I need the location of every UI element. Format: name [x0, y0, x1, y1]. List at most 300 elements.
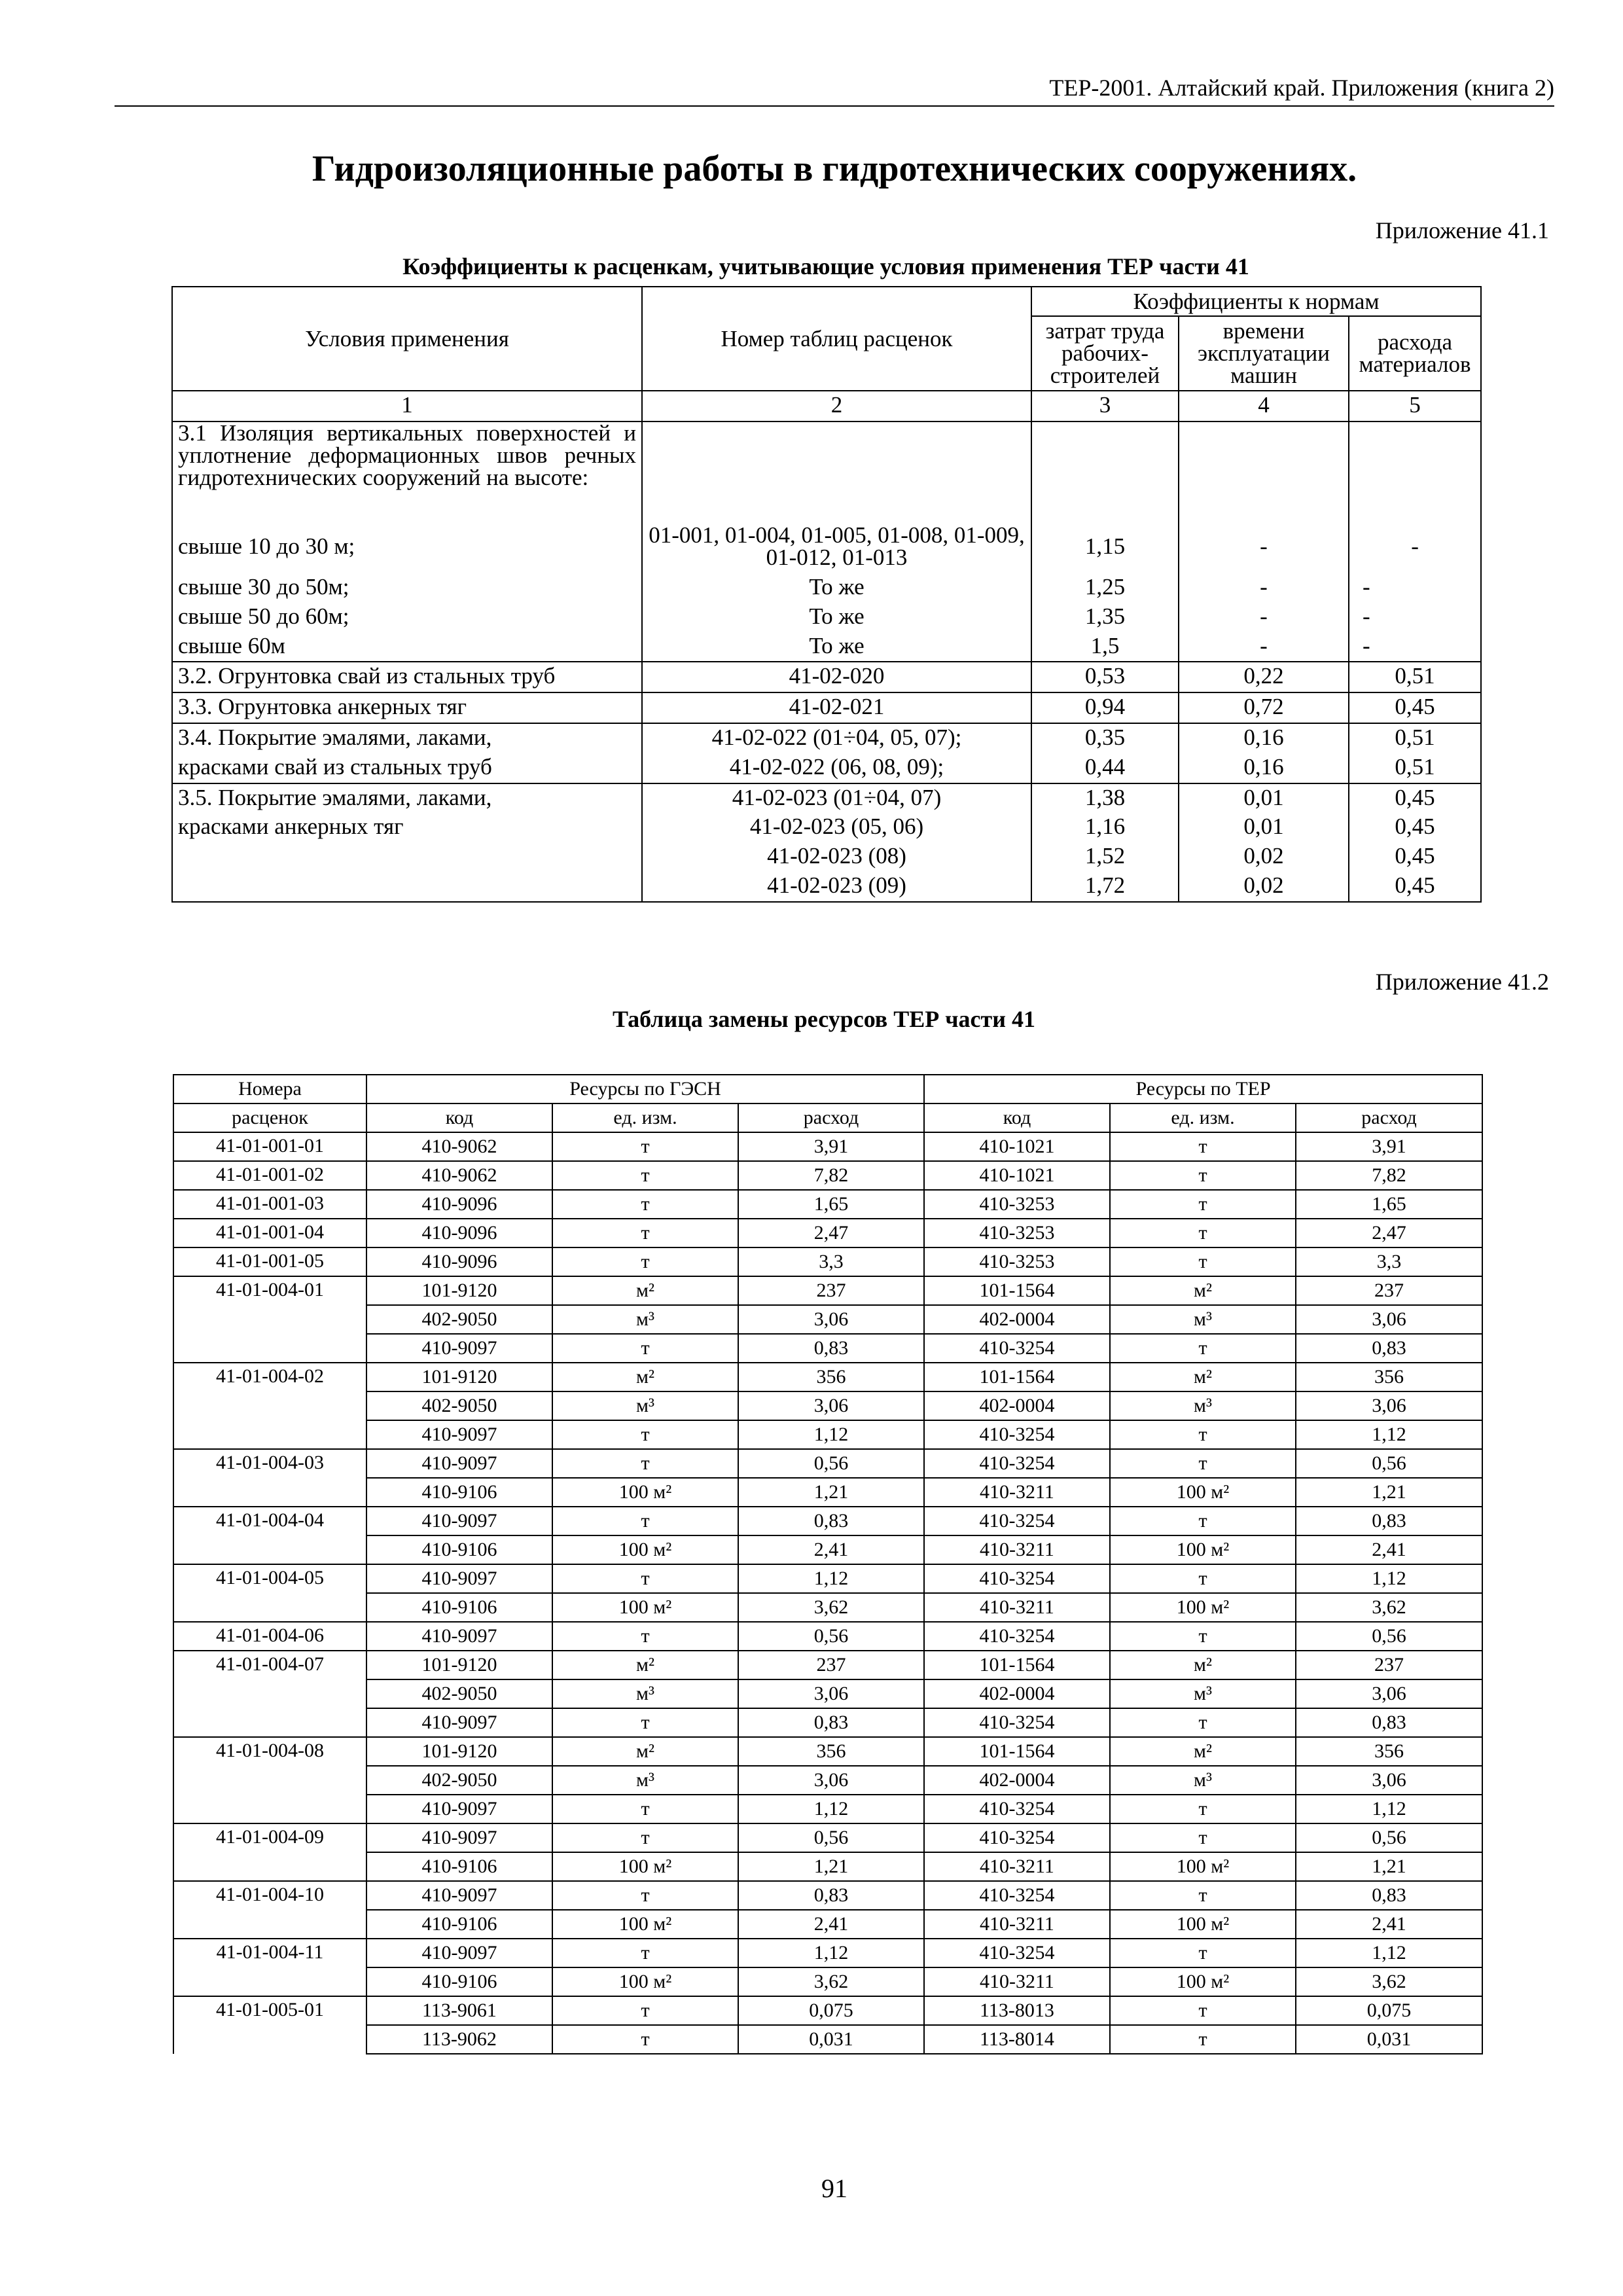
ter-code-cell: 410-3254	[924, 1823, 1110, 1852]
gesn-unit-cell: м³	[552, 1391, 738, 1420]
gesn-code-cell: 410-9097	[366, 1939, 552, 1967]
ter-unit-cell: м²	[1110, 1737, 1296, 1766]
materials-cell: 0,51	[1349, 723, 1481, 753]
ter-code-cell: 410-3211	[924, 1852, 1110, 1881]
header-gesn-unit: ед. изм.	[552, 1103, 738, 1132]
ter-amount-cell: 1,21	[1296, 1852, 1482, 1881]
gesn-amount-cell: 3,06	[738, 1305, 924, 1334]
ter-amount-cell: 1,21	[1296, 1478, 1482, 1507]
header-ter-amount: расход	[1296, 1103, 1482, 1132]
machines-cell: -	[1179, 573, 1349, 603]
condition-cell: свыше 50 до 60м;	[172, 603, 642, 632]
machines-cell: -	[1179, 520, 1349, 573]
ter-amount-cell: 1,12	[1296, 1564, 1482, 1593]
ter-code-cell: 410-3254	[924, 1939, 1110, 1967]
materials-cell: -	[1349, 520, 1481, 573]
ter-code-cell: 402-0004	[924, 1391, 1110, 1420]
rate-number-cell: 41-01-001-02	[173, 1161, 366, 1190]
labor-cell: 1,72	[1031, 872, 1179, 902]
running-header: ТЕР-2001. Алтайский край. Приложения (книга 2)	[1049, 75, 1554, 101]
gesn-unit-cell: м³	[552, 1766, 738, 1795]
col-number: 4	[1179, 391, 1349, 422]
gesn-amount-cell: 0,83	[738, 1708, 924, 1737]
coef-table-caption: Коэффициенты к расценкам, учитывающие условия применения ТЕР части 41	[402, 253, 1249, 279]
gesn-unit-cell: т	[552, 1449, 738, 1478]
ter-amount-cell: 3,06	[1296, 1391, 1482, 1420]
gesn-code-cell: 410-9097	[366, 1564, 552, 1593]
table-row	[173, 1708, 1482, 1737]
ter-code-cell: 410-3254	[924, 1708, 1110, 1737]
machines-cell: 0,01	[1179, 813, 1349, 842]
gesn-unit-cell: т	[552, 1996, 738, 2025]
ter-code-cell: 410-3254	[924, 1622, 1110, 1651]
tables-cell: 01-001, 01-004, 01-005, 01-008, 01-009, 01-012, 01-013	[642, 520, 1031, 573]
header-rates-top: Номера	[173, 1075, 366, 1103]
gesn-code-cell: 410-9097	[366, 1881, 552, 1910]
ter-amount-cell: 0,83	[1296, 1881, 1482, 1910]
gesn-code-cell: 101-9120	[366, 1276, 552, 1305]
col-number: 2	[642, 391, 1031, 422]
ter-unit-cell: т	[1110, 1564, 1296, 1593]
machines-cell: 0,01	[1179, 783, 1349, 813]
labor-cell: 0,35	[1031, 723, 1179, 753]
gesn-unit-cell: м³	[552, 1679, 738, 1708]
rate-number-cell: 41-01-004-02	[173, 1363, 366, 1449]
table-row	[173, 1939, 1482, 1967]
gesn-code-cell: 402-9050	[366, 1679, 552, 1708]
gesn-unit-cell: м²	[552, 1737, 738, 1766]
machines-cell: 0,16	[1179, 723, 1349, 753]
gesn-code-cell: 101-9120	[366, 1737, 552, 1766]
machines-cell: 0,16	[1179, 753, 1349, 783]
header-labor: затрат труда рабочих-строителей	[1031, 316, 1179, 391]
gesn-amount-cell: 3,06	[738, 1679, 924, 1708]
gesn-amount-cell: 0,56	[738, 1622, 924, 1651]
gesn-code-cell: 410-9106	[366, 1478, 552, 1507]
machines-cell: 0,02	[1179, 842, 1349, 872]
gesn-amount-cell: 3,06	[738, 1391, 924, 1420]
gesn-code-cell: 410-9097	[366, 1823, 552, 1852]
gesn-amount-cell: 1,12	[738, 1420, 924, 1449]
table-row	[173, 1478, 1482, 1507]
gesn-code-cell: 410-9106	[366, 1967, 552, 1996]
ter-amount-cell: 7,82	[1296, 1161, 1482, 1190]
condition-cell: свыше 60м	[172, 632, 642, 662]
table-row	[173, 1651, 1482, 1679]
condition-cell: 3.5. Покрытие эмалями, лаками,	[172, 783, 642, 813]
rate-number-cell: 41-01-004-04	[173, 1507, 366, 1564]
table-row	[173, 1679, 1482, 1708]
table-row	[173, 1276, 1482, 1305]
rate-number-cell: 41-01-001-03	[173, 1190, 366, 1219]
table-row	[173, 1449, 1482, 1478]
labor-cell: 1,15	[1031, 520, 1179, 573]
tables-cell: 41-02-023 (09)	[642, 872, 1031, 902]
ter-unit-cell: т	[1110, 1247, 1296, 1276]
gesn-unit-cell: 100 м²	[552, 1967, 738, 1996]
ter-code-cell: 101-1564	[924, 1276, 1110, 1305]
header-gesn-amount: расход	[738, 1103, 924, 1132]
tables-cell: То же	[642, 573, 1031, 603]
ter-amount-cell: 0,56	[1296, 1449, 1482, 1478]
gesn-code-cell: 402-9050	[366, 1391, 552, 1420]
ter-code-cell: 113-8013	[924, 1996, 1110, 2025]
ter-code-cell: 410-3211	[924, 1535, 1110, 1564]
ter-unit-cell: т	[1110, 1334, 1296, 1363]
labor-cell: 1,5	[1031, 632, 1179, 662]
appendix-41-2-label: Приложение 41.2	[1375, 969, 1549, 995]
rate-number-cell: 41-01-004-08	[173, 1737, 366, 1823]
gesn-amount-cell: 0,56	[738, 1449, 924, 1478]
ter-unit-cell: м²	[1110, 1651, 1296, 1679]
gesn-code-cell: 101-9120	[366, 1651, 552, 1679]
gesn-amount-cell: 3,3	[738, 1247, 924, 1276]
table-row	[173, 1420, 1482, 1449]
table-row	[173, 1593, 1482, 1622]
ter-unit-cell: 100 м²	[1110, 1967, 1296, 1996]
rate-number-cell: 41-01-004-05	[173, 1564, 366, 1622]
gesn-amount-cell: 2,41	[738, 1535, 924, 1564]
condition-cell: свыше 10 до 30 м;	[172, 520, 642, 573]
table-row	[173, 1881, 1482, 1910]
ter-unit-cell: т	[1110, 1219, 1296, 1247]
col-number: 5	[1349, 391, 1481, 422]
ter-unit-cell: т	[1110, 2025, 1296, 2054]
ter-unit-cell: т	[1110, 1190, 1296, 1219]
ter-code-cell: 402-0004	[924, 1766, 1110, 1795]
table-row	[173, 1622, 1482, 1651]
ter-amount-cell: 1,12	[1296, 1795, 1482, 1823]
ter-unit-cell: 100 м²	[1110, 1910, 1296, 1939]
ter-amount-cell: 2,41	[1296, 1535, 1482, 1564]
ter-code-cell: 410-3254	[924, 1507, 1110, 1535]
gesn-amount-cell: 1,65	[738, 1190, 924, 1219]
gesn-amount-cell: 356	[738, 1363, 924, 1391]
coefficients-table	[171, 286, 1482, 903]
gesn-code-cell: 410-9097	[366, 1449, 552, 1478]
materials-cell: 0,51	[1349, 753, 1481, 783]
gesn-code-cell: 410-9097	[366, 1507, 552, 1535]
machines-cell: -	[1179, 603, 1349, 632]
gesn-amount-cell: 0,83	[738, 1881, 924, 1910]
ter-amount-cell: 3,91	[1296, 1132, 1482, 1161]
gesn-unit-cell: т	[552, 1132, 738, 1161]
gesn-code-cell: 402-9050	[366, 1766, 552, 1795]
table-row	[173, 1247, 1482, 1276]
ter-amount-cell: 3,06	[1296, 1305, 1482, 1334]
tables-cell: То же	[642, 603, 1031, 632]
gesn-unit-cell: м³	[552, 1305, 738, 1334]
labor-cell: 1,16	[1031, 813, 1179, 842]
gesn-amount-cell: 356	[738, 1737, 924, 1766]
ter-amount-cell: 0,83	[1296, 1708, 1482, 1737]
materials-cell: 0,45	[1349, 783, 1481, 813]
gesn-code-cell: 410-9106	[366, 1593, 552, 1622]
gesn-unit-cell: 100 м²	[552, 1535, 738, 1564]
labor-cell: 0,44	[1031, 753, 1179, 783]
machines-cell: -	[1179, 632, 1349, 662]
condition-cell: красками свай из стальных труб	[172, 753, 642, 783]
rate-number-cell: 41-01-004-09	[173, 1823, 366, 1881]
header-machines: времени эксплуатации машин	[1179, 316, 1349, 391]
ter-code-cell: 410-3254	[924, 1420, 1110, 1449]
table-row	[173, 1161, 1482, 1190]
ter-unit-cell: м³	[1110, 1305, 1296, 1334]
labor-cell: 1,25	[1031, 573, 1179, 603]
gesn-amount-cell: 3,91	[738, 1132, 924, 1161]
gesn-code-cell: 410-9097	[366, 1420, 552, 1449]
gesn-amount-cell: 0,075	[738, 1996, 924, 2025]
header-conditions: Условия применения	[172, 287, 642, 391]
ter-unit-cell: т	[1110, 1939, 1296, 1967]
gesn-unit-cell: т	[552, 1161, 738, 1190]
gesn-unit-cell: м²	[552, 1276, 738, 1305]
ter-code-cell: 402-0004	[924, 1679, 1110, 1708]
machines-cell: 0,02	[1179, 872, 1349, 902]
col-number: 1	[172, 391, 642, 422]
gesn-unit-cell: 100 м²	[552, 1593, 738, 1622]
ter-amount-cell: 1,12	[1296, 1939, 1482, 1967]
ter-unit-cell: т	[1110, 1420, 1296, 1449]
gesn-unit-cell: т	[552, 1190, 738, 1219]
gesn-amount-cell: 1,12	[738, 1939, 924, 1967]
table-row	[173, 1305, 1482, 1334]
gesn-unit-cell: т	[552, 1219, 738, 1247]
gesn-unit-cell: т	[552, 1708, 738, 1737]
ter-unit-cell: т	[1110, 1161, 1296, 1190]
ter-unit-cell: 100 м²	[1110, 1852, 1296, 1881]
materials-cell: -	[1349, 573, 1481, 603]
ter-unit-cell: 100 м²	[1110, 1593, 1296, 1622]
ter-unit-cell: м²	[1110, 1363, 1296, 1391]
ter-amount-cell: 0,075	[1296, 1996, 1482, 2025]
section-3-1-intro: 3.1 Изоляция вертикальных поверхностей и уплотнение деформационных швов речных гидротехнических сооружений на высоте:	[172, 422, 642, 520]
gesn-code-cell: 410-9062	[366, 1161, 552, 1190]
gesn-amount-cell: 0,031	[738, 2025, 924, 2054]
ter-code-cell: 101-1564	[924, 1737, 1110, 1766]
materials-cell: 0,51	[1349, 662, 1481, 692]
gesn-unit-cell: т	[552, 1881, 738, 1910]
gesn-unit-cell: т	[552, 1622, 738, 1651]
ter-code-cell: 410-3211	[924, 1910, 1110, 1939]
ter-code-cell: 410-3254	[924, 1881, 1110, 1910]
ter-amount-cell: 356	[1296, 1363, 1482, 1391]
header-tables: Номер таблиц расценок	[642, 287, 1031, 391]
labor-cell: 1,35	[1031, 603, 1179, 632]
gesn-code-cell: 410-9097	[366, 1622, 552, 1651]
page-number: 91	[821, 2174, 847, 2203]
resource-table-body	[173, 1132, 1482, 2054]
table-row	[173, 1190, 1482, 1219]
gesn-unit-cell: м²	[552, 1363, 738, 1391]
materials-cell: 0,45	[1349, 872, 1481, 902]
labor-cell: 0,53	[1031, 662, 1179, 692]
gesn-unit-cell: 100 м²	[552, 1910, 738, 1939]
tables-cell: 41-02-022 (01÷04, 05, 07);	[642, 723, 1031, 753]
gesn-amount-cell: 2,47	[738, 1219, 924, 1247]
table-row	[173, 1996, 1482, 2025]
gesn-amount-cell: 1,12	[738, 1564, 924, 1593]
ter-code-cell: 410-3254	[924, 1564, 1110, 1593]
gesn-amount-cell: 0,83	[738, 1507, 924, 1535]
gesn-unit-cell: т	[552, 1247, 738, 1276]
gesn-code-cell: 410-9106	[366, 1852, 552, 1881]
table-row	[173, 1391, 1482, 1420]
condition-cell: 3.3. Огрунтовка анкерных тяг	[172, 692, 642, 723]
table-row	[173, 1766, 1482, 1795]
gesn-code-cell: 113-9062	[366, 2025, 552, 2054]
table-row	[173, 1535, 1482, 1564]
materials-cell: 0,45	[1349, 813, 1481, 842]
ter-unit-cell: т	[1110, 1823, 1296, 1852]
gesn-unit-cell: т	[552, 1823, 738, 1852]
ter-unit-cell: м²	[1110, 1276, 1296, 1305]
ter-amount-cell: 3,3	[1296, 1247, 1482, 1276]
gesn-code-cell: 410-9097	[366, 1334, 552, 1363]
condition-cell: 3.4. Покрытие эмалями, лаками,	[172, 723, 642, 753]
header-coef-group: Коэффициенты к нормам	[1031, 287, 1481, 316]
table-row	[173, 1910, 1482, 1939]
ter-amount-cell: 1,12	[1296, 1420, 1482, 1449]
ter-unit-cell: т	[1110, 1881, 1296, 1910]
rate-number-cell: 41-01-004-10	[173, 1881, 366, 1939]
ter-code-cell: 410-3253	[924, 1219, 1110, 1247]
gesn-amount-cell: 237	[738, 1651, 924, 1679]
table-row	[173, 1132, 1482, 1161]
table-row	[173, 1334, 1482, 1363]
machines-cell: 0,22	[1179, 662, 1349, 692]
gesn-unit-cell: м²	[552, 1651, 738, 1679]
header-rule	[115, 105, 1554, 107]
ter-unit-cell: 100 м²	[1110, 1478, 1296, 1507]
table-row	[173, 1967, 1482, 1996]
gesn-unit-cell: 100 м²	[552, 1478, 738, 1507]
ter-code-cell: 410-3253	[924, 1247, 1110, 1276]
gesn-unit-cell: т	[552, 1939, 738, 1967]
rate-number-cell: 41-01-004-11	[173, 1939, 366, 1996]
tables-cell: То же	[642, 632, 1031, 662]
gesn-code-cell: 410-9097	[366, 1708, 552, 1737]
gesn-amount-cell: 3,06	[738, 1766, 924, 1795]
ter-amount-cell: 237	[1296, 1651, 1482, 1679]
gesn-code-cell: 101-9120	[366, 1363, 552, 1391]
gesn-unit-cell: 100 м²	[552, 1852, 738, 1881]
materials-cell: -	[1349, 632, 1481, 662]
gesn-amount-cell: 2,41	[738, 1910, 924, 1939]
gesn-code-cell: 113-9061	[366, 1996, 552, 2025]
tables-cell: 41-02-022 (06, 08, 09);	[642, 753, 1031, 783]
tables-cell: 41-02-023 (08)	[642, 842, 1031, 872]
gesn-amount-cell: 1,21	[738, 1852, 924, 1881]
ter-amount-cell: 0,56	[1296, 1823, 1482, 1852]
header-ter-unit: ед. изм.	[1110, 1103, 1296, 1132]
column-number-row	[172, 391, 1481, 422]
ter-code-cell: 410-3254	[924, 1795, 1110, 1823]
gesn-code-cell: 410-9062	[366, 1132, 552, 1161]
ter-code-cell: 410-3254	[924, 1334, 1110, 1363]
rate-number-cell: 41-01-004-03	[173, 1449, 366, 1507]
ter-amount-cell: 356	[1296, 1737, 1482, 1766]
table-row	[173, 1363, 1482, 1391]
ter-amount-cell: 237	[1296, 1276, 1482, 1305]
gesn-amount-cell: 1,21	[738, 1478, 924, 1507]
gesn-amount-cell: 3,62	[738, 1593, 924, 1622]
labor-cell: 1,38	[1031, 783, 1179, 813]
gesn-code-cell: 410-9096	[366, 1219, 552, 1247]
condition-cell: красками анкерных тяг	[172, 813, 642, 842]
header-rates-bottom: расценок	[173, 1103, 366, 1132]
ter-amount-cell: 3,62	[1296, 1593, 1482, 1622]
ter-code-cell: 410-3253	[924, 1190, 1110, 1219]
materials-cell: -	[1349, 603, 1481, 632]
ter-unit-cell: м³	[1110, 1679, 1296, 1708]
labor-cell: 0,94	[1031, 692, 1179, 723]
gesn-amount-cell: 7,82	[738, 1161, 924, 1190]
ter-amount-cell: 3,06	[1296, 1679, 1482, 1708]
rate-number-cell: 41-01-001-04	[173, 1219, 366, 1247]
table-row	[173, 1823, 1482, 1852]
ter-unit-cell: т	[1110, 1507, 1296, 1535]
tables-cell: 41-02-020	[642, 662, 1031, 692]
gesn-unit-cell: т	[552, 2025, 738, 2054]
table-row	[173, 1507, 1482, 1535]
gesn-unit-cell: т	[552, 1507, 738, 1535]
materials-cell: 0,45	[1349, 842, 1481, 872]
ter-unit-cell: м³	[1110, 1391, 1296, 1420]
rate-number-cell: 41-01-004-01	[173, 1276, 366, 1363]
rate-number-cell: 41-01-001-05	[173, 1247, 366, 1276]
col-number: 3	[1031, 391, 1179, 422]
table-row	[173, 2025, 1482, 2054]
ter-amount-cell: 3,06	[1296, 1766, 1482, 1795]
ter-code-cell: 410-3211	[924, 1967, 1110, 1996]
gesn-amount-cell: 0,83	[738, 1334, 924, 1363]
gesn-code-cell: 410-9097	[366, 1795, 552, 1823]
ter-unit-cell: т	[1110, 1795, 1296, 1823]
appendix-41-1-label: Приложение 41.1	[1375, 217, 1549, 243]
rate-number-cell: 41-01-004-07	[173, 1651, 366, 1737]
gesn-unit-cell: т	[552, 1334, 738, 1363]
table-row	[173, 1737, 1482, 1766]
labor-cell: 1,52	[1031, 842, 1179, 872]
ter-unit-cell: т	[1110, 1708, 1296, 1737]
ter-code-cell: 402-0004	[924, 1305, 1110, 1334]
page-title: Гидроизоляционные работы в гидротехнических сооружениях.	[312, 149, 1357, 189]
gesn-unit-cell: т	[552, 1420, 738, 1449]
ter-amount-cell: 0,83	[1296, 1507, 1482, 1535]
ter-code-cell: 410-1021	[924, 1161, 1110, 1190]
table-row	[173, 1219, 1482, 1247]
ter-unit-cell: т	[1110, 1449, 1296, 1478]
rate-number-cell: 41-01-005-01	[173, 1996, 366, 2054]
ter-code-cell: 113-8014	[924, 2025, 1110, 2054]
ter-amount-cell: 2,41	[1296, 1910, 1482, 1939]
resource-replacement-table	[173, 1074, 1483, 2054]
ter-amount-cell: 0,56	[1296, 1622, 1482, 1651]
ter-amount-cell: 2,47	[1296, 1219, 1482, 1247]
tables-cell: 41-02-023 (01÷04, 07)	[642, 783, 1031, 813]
ter-unit-cell: т	[1110, 1996, 1296, 2025]
gesn-unit-cell: т	[552, 1564, 738, 1593]
tables-cell: 41-02-023 (05, 06)	[642, 813, 1031, 842]
ter-code-cell: 101-1564	[924, 1363, 1110, 1391]
gesn-amount-cell: 1,12	[738, 1795, 924, 1823]
condition-cell: 3.2. Огрунтовка свай из стальных труб	[172, 662, 642, 692]
gesn-unit-cell: т	[552, 1795, 738, 1823]
ter-amount-cell: 0,83	[1296, 1334, 1482, 1363]
ter-unit-cell: т	[1110, 1622, 1296, 1651]
header-ter-code: код	[924, 1103, 1110, 1132]
